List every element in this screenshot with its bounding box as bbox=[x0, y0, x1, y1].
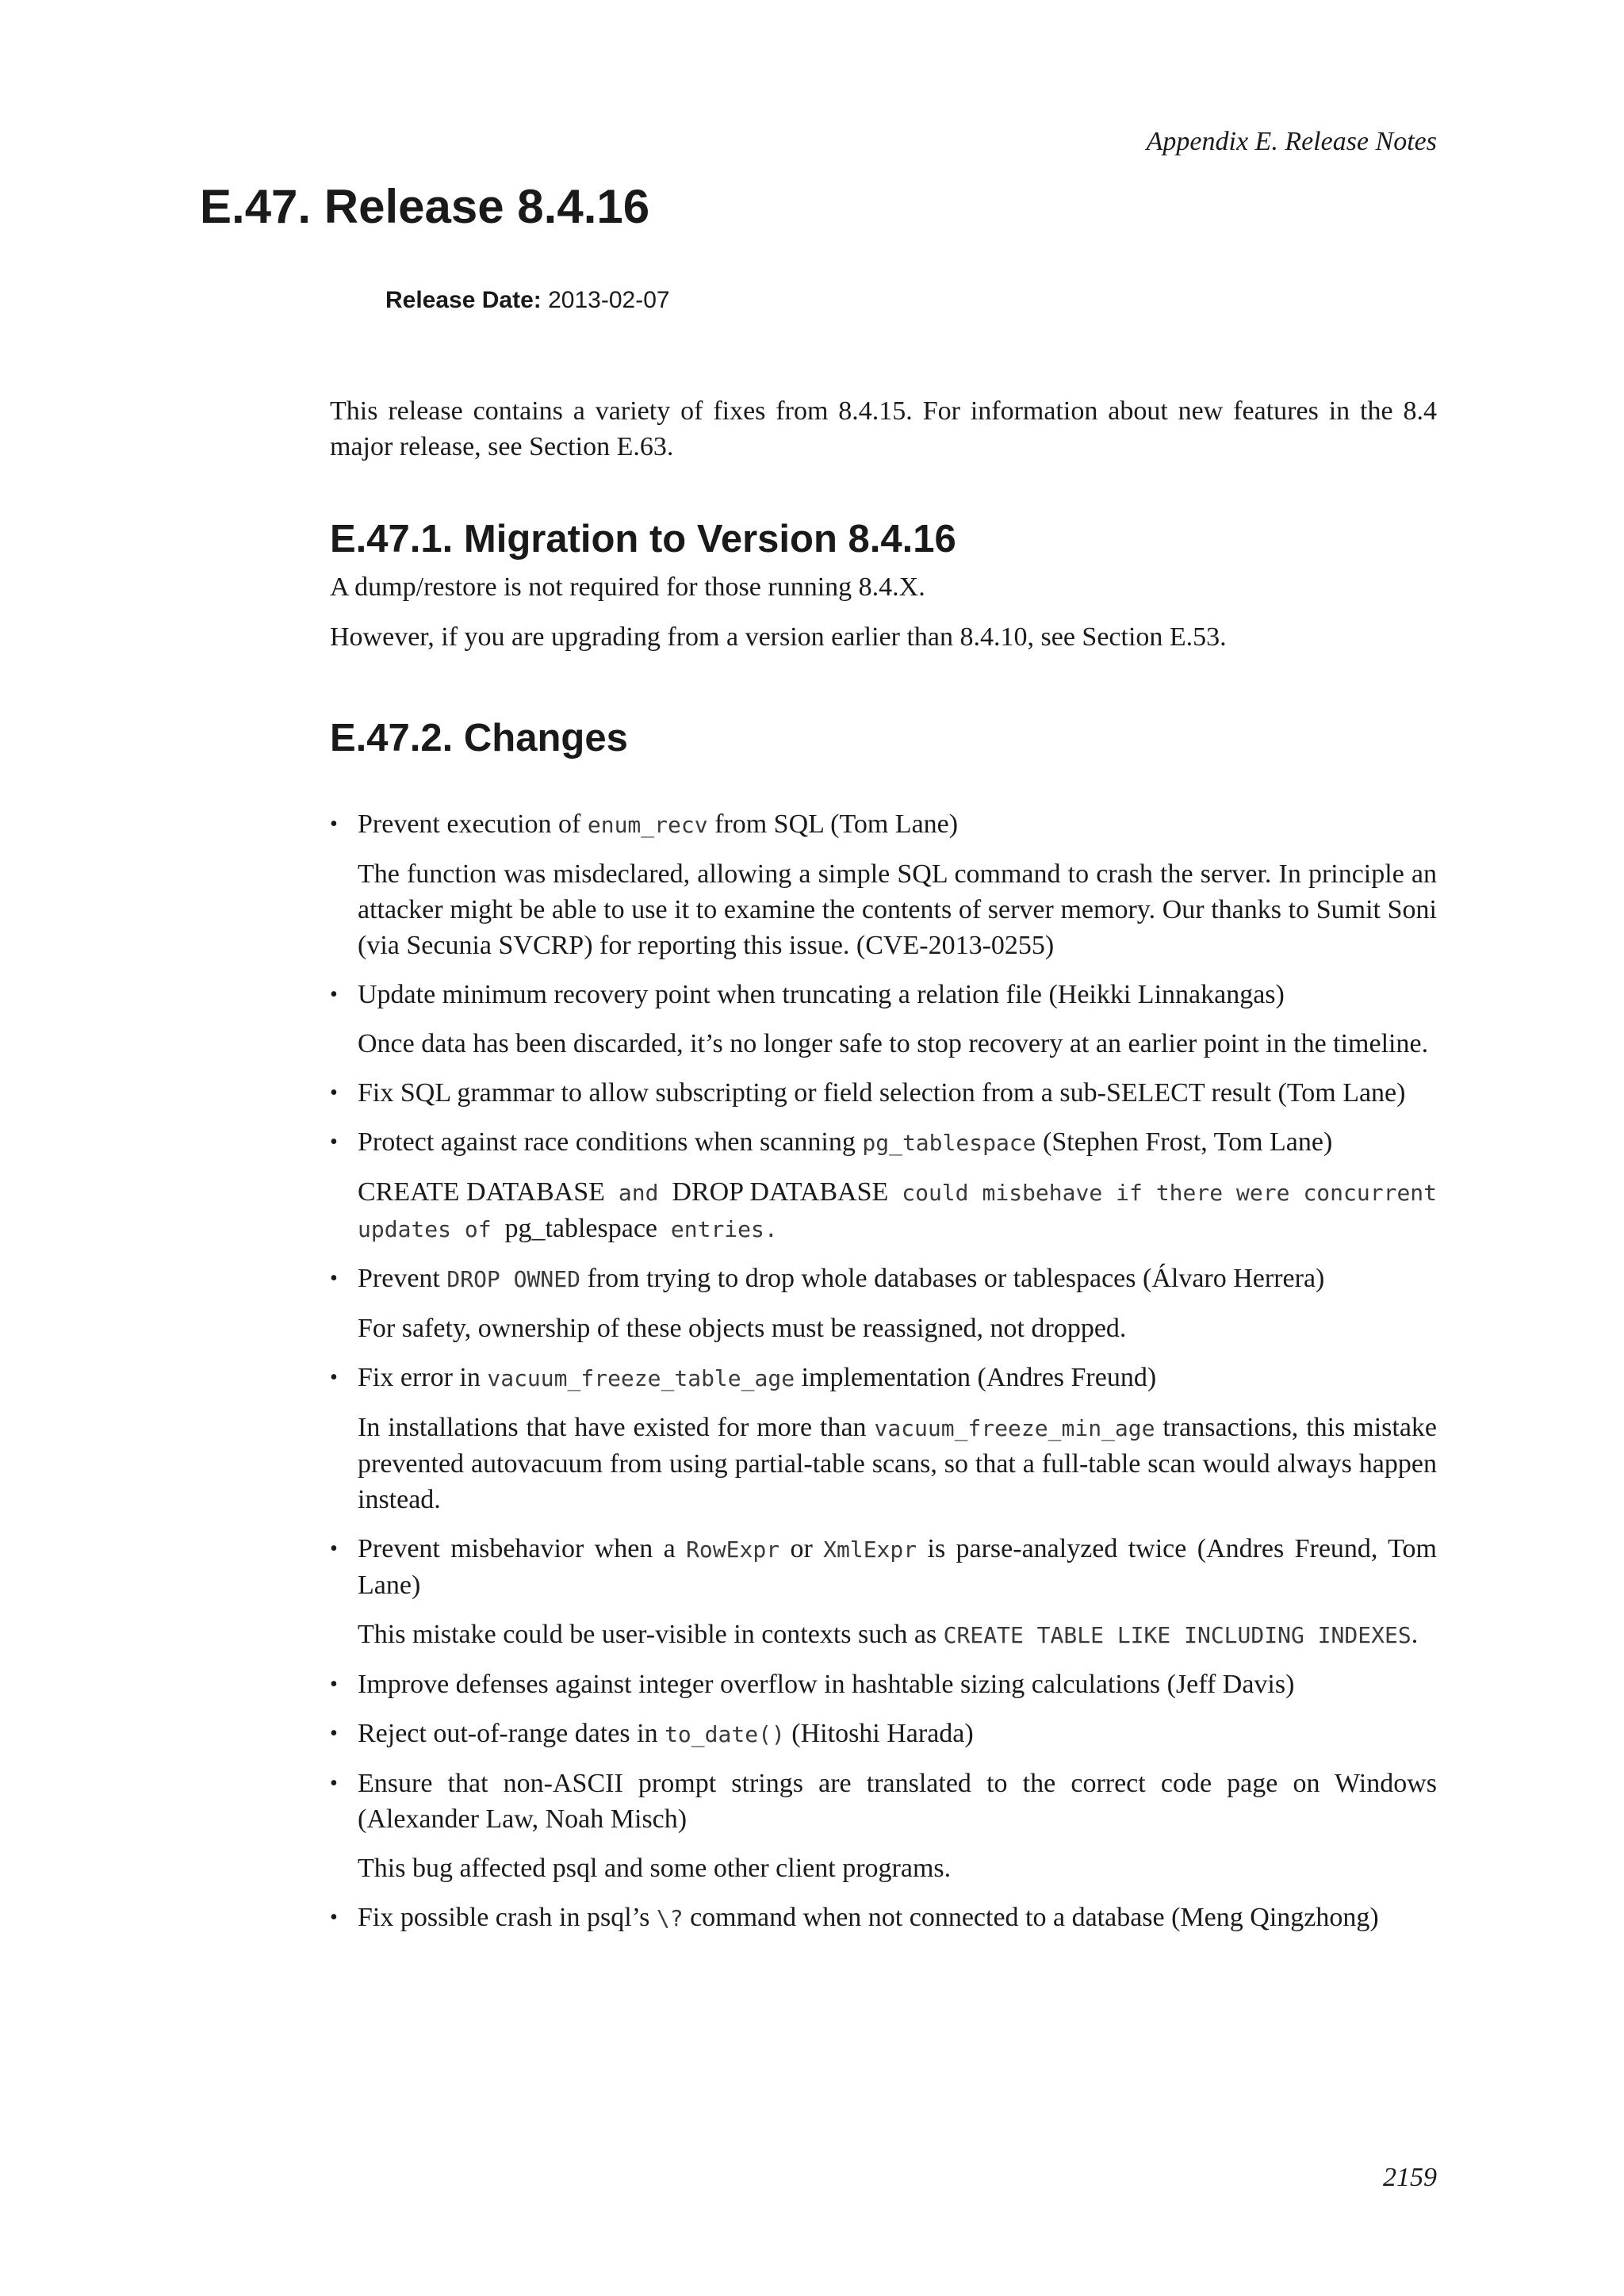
code-literal: enum_recv bbox=[587, 811, 708, 838]
code-literal: RowExpr bbox=[686, 1536, 780, 1563]
change-item bbox=[330, 1900, 1437, 1936]
change-summary: Prevent misbehavior when a RowExpr or XmlExpr is parse-analyzed twice (Andres Freund, Tom Lane) bbox=[358, 1533, 1437, 1600]
change-summary: Prevent execution of enum_recv from SQL (Tom Lane) bbox=[358, 809, 959, 839]
change-summary: Fix possible crash in psql’s \? command when not connected to a database (Meng Qingzhong) bbox=[358, 1902, 1379, 1932]
code-literal: entries. bbox=[657, 1215, 778, 1242]
release-date bbox=[385, 287, 670, 314]
page-title: E.47. Release 8.4.16 bbox=[200, 180, 650, 233]
bullet-icon: • bbox=[330, 1129, 338, 1154]
bullet-icon: • bbox=[330, 1265, 338, 1291]
change-item bbox=[330, 1360, 1437, 1517]
change-item bbox=[330, 1716, 1437, 1752]
change-item bbox=[330, 1124, 1437, 1247]
bullet-icon: • bbox=[330, 811, 338, 836]
migration-paragraph: However, if you are upgrading from a version earlier than 8.4.10, see Section E.53. bbox=[330, 622, 1227, 652]
change-summary: Protect against race conditions when scanning pg_tablespace (Stephen Frost, Tom Lane) bbox=[358, 1127, 1333, 1157]
bullet-icon: • bbox=[330, 1671, 338, 1697]
bullet-icon: • bbox=[330, 1770, 338, 1796]
document-body bbox=[330, 393, 1437, 1950]
change-item bbox=[330, 977, 1437, 1062]
change-item bbox=[330, 1766, 1437, 1886]
code-literal: XmlExpr bbox=[823, 1536, 917, 1563]
code-literal: vacuum_freeze_table_age bbox=[487, 1364, 795, 1391]
code-literal: DROP OWNED bbox=[446, 1265, 580, 1292]
change-item bbox=[330, 1667, 1437, 1702]
code-literal: to_date() bbox=[665, 1720, 785, 1747]
bullet-icon: • bbox=[330, 1364, 338, 1390]
change-detail: This bug affected psql and some other client programs. bbox=[358, 1853, 952, 1883]
change-summary: Update minimum recovery point when truncating a relation file (Heikki Linnakangas) bbox=[358, 979, 1285, 1009]
change-summary: Reject out-of-range dates in to_date() (Hitoshi Harada) bbox=[358, 1718, 974, 1748]
bullet-icon: • bbox=[330, 1904, 338, 1930]
migration-section bbox=[330, 569, 1437, 655]
code-literal: CREATE TABLE LIKE INCLUDING INDEXES bbox=[943, 1621, 1411, 1648]
running-header: Appendix E. Release Notes bbox=[1146, 127, 1437, 156]
change-detail: The function was misdeclared, allowing a simple SQL command to crash the server. In principle an attacker might be able to use it to examine the contents of server memory. Our thanks to Sumit Soni (via Secunia SVCRP) for reporting this issue. (CVE-2013-0255) bbox=[358, 859, 1437, 960]
change-detail: Once data has been discarded, it’s no longer safe to stop recovery at an earlier point in the timeline. bbox=[358, 1028, 1429, 1058]
bullet-icon: • bbox=[330, 982, 338, 1007]
release-date-value: 2013-02-07 bbox=[548, 287, 670, 313]
code-literal: \? bbox=[656, 1904, 684, 1931]
change-detail: CREATE DATABASE and DROP DATABASE could misbehave if there were concurrent updates of pg_tablespace entries. bbox=[358, 1177, 1438, 1243]
change-summary: Fix error in vacuum_freeze_table_age implementation (Andres Freund) bbox=[358, 1362, 1157, 1392]
change-item bbox=[330, 806, 1437, 963]
release-date-label: Release Date: bbox=[385, 287, 542, 313]
change-item bbox=[330, 1261, 1437, 1346]
bullet-icon: • bbox=[330, 1536, 338, 1561]
change-summary: Improve defenses against integer overflow in hashtable sizing calculations (Jeff Davis) bbox=[358, 1669, 1295, 1699]
change-summary: Fix SQL grammar to allow subscripting or field selection from a sub-SELECT result (Tom Lane) bbox=[358, 1077, 1406, 1108]
changes-heading: E.47.2. Changes bbox=[330, 716, 628, 760]
migration-paragraph: A dump/restore is not required for those running 8.4.X. bbox=[330, 572, 925, 602]
change-detail: For safety, ownership of these objects must be reassigned, not dropped. bbox=[358, 1313, 1127, 1343]
code-literal: could misbehave if there were concurrent updates of bbox=[358, 1179, 1438, 1242]
change-item bbox=[330, 1531, 1437, 1653]
code-literal: pg_tablespace bbox=[862, 1129, 1036, 1156]
code-literal: vacuum_freeze_min_age bbox=[874, 1414, 1155, 1441]
change-summary: Prevent DROP OWNED from trying to drop whole databases or tablespaces (Álvaro Herrera) bbox=[358, 1263, 1325, 1293]
page-number: 2159 bbox=[1383, 2163, 1437, 2192]
change-detail: This mistake could be user-visible in contexts such as CREATE TABLE LIKE INCLUDING INDEXES. bbox=[358, 1619, 1419, 1649]
migration-heading: E.47.1. Migration to Version 8.4.16 bbox=[330, 518, 956, 561]
code-literal: and bbox=[604, 1179, 672, 1206]
change-summary: Ensure that non-ASCII prompt strings are translated to the correct code page on Windows (Alexander Law, Noah Misch) bbox=[358, 1768, 1437, 1834]
change-detail: In installations that have existed for more than vacuum_freeze_min_age transactions, this mistake prevented autovacuum from using partial-table scans, so that a full-table scan would always happen instead. bbox=[358, 1412, 1437, 1514]
change-item bbox=[330, 1075, 1437, 1111]
bullet-icon: • bbox=[330, 1080, 338, 1105]
changes-list bbox=[330, 806, 1437, 1936]
bullet-icon: • bbox=[330, 1720, 338, 1746]
intro-paragraph: This release contains a variety of fixes from 8.4.15. For information about new features in the 8.4 major release, see Section E.63. bbox=[330, 396, 1437, 461]
